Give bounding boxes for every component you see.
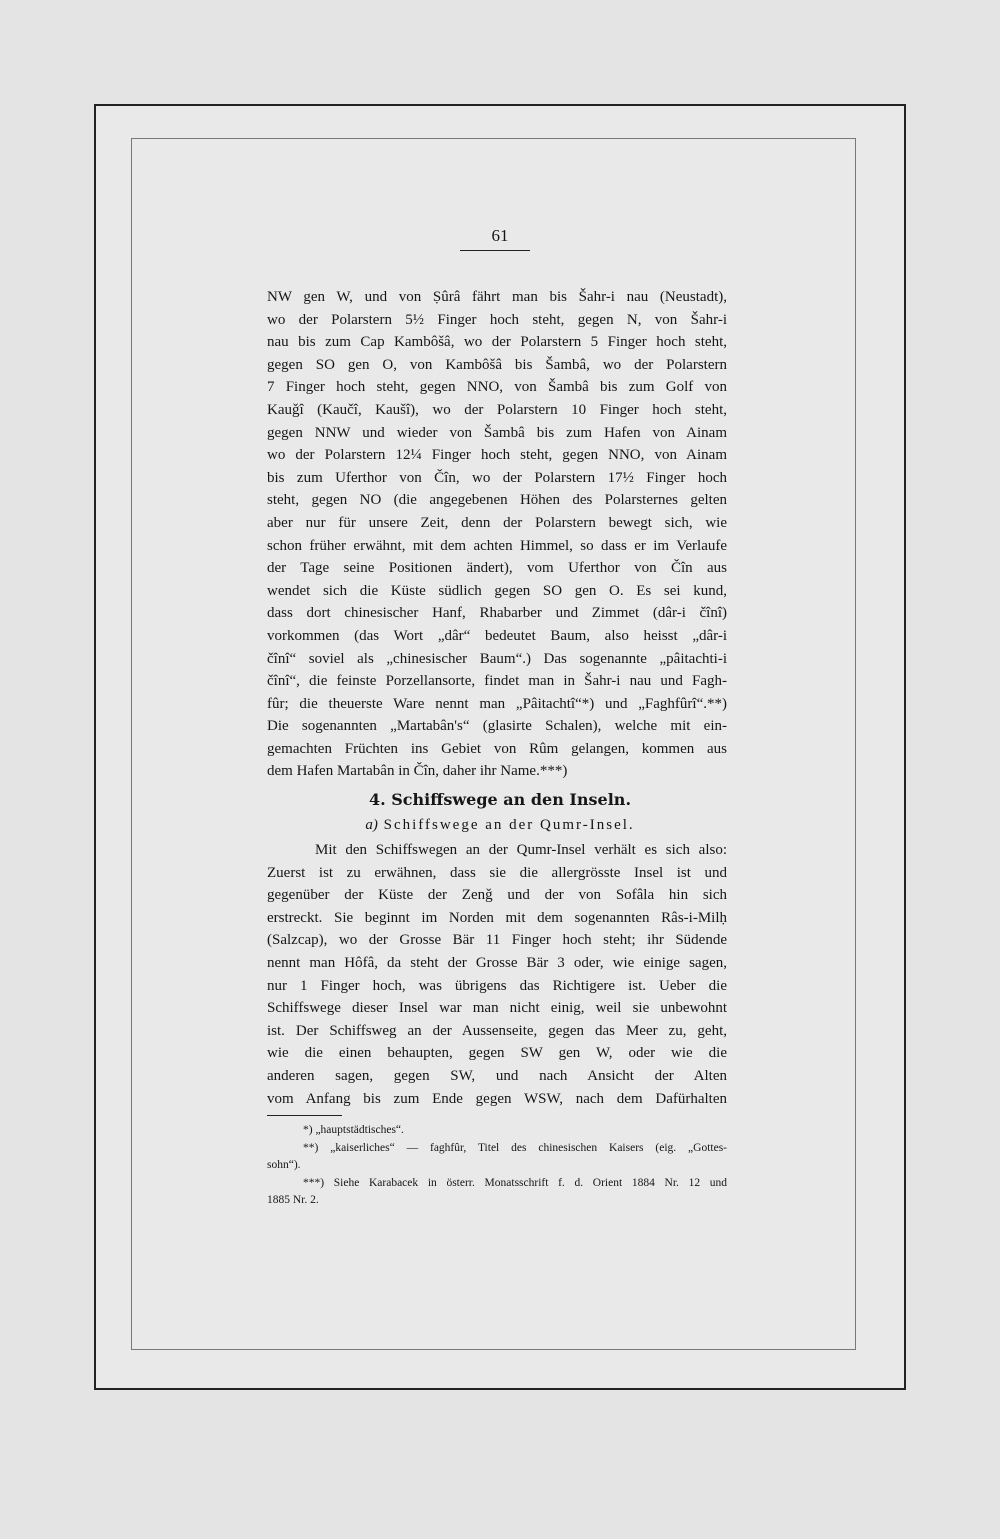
text-line: gegen NNW und wieder von Šambâ bis zum Hafen von Ainam (267, 424, 727, 441)
text-line: wendet sich die Küste südlich gegen SO gen O. Es sei kund, (267, 582, 727, 599)
text-line: erstreckt. Sie beginnt im Norden mit dem sogenannten Râs-i-Milḥ (267, 909, 727, 926)
text-line: aber nur für unsere Zeit, denn der Polarstern bewegt sich, wie (267, 514, 727, 531)
text-line: vom Anfang bis zum Ende gegen WSW, nach dem Dafürhalten (267, 1090, 727, 1107)
subsection-letter: a) (365, 817, 378, 833)
text-line: Kauǧî (Kaučî, Kaušî), wo der Polarstern 10 Finger hoch steht, (267, 401, 727, 418)
text-line: schon früher erwähnt, mit dem achten Himmel, so dass er im Verlaufe (267, 537, 727, 554)
text-line: fûr; die theuerste Ware nennt man „Pâitachtî“*) und „Faghfûrî“.**) (267, 695, 727, 712)
text-line: (Salzcap), wo der Grosse Bär 11 Finger hoch steht; ihr Südende (267, 932, 727, 949)
text-line: wo der Polarstern 12¼ Finger hoch steht, gegen NNO, von Ainam (267, 447, 727, 464)
footnote-line: *) „hauptstädtisches“. (303, 1124, 404, 1136)
text-line: čînî“ soviel als „chinesischer Baum“.) Das sogenannte „pâitachti-i (267, 650, 727, 667)
text-line: Zuerst ist zu erwähnen, dass sie die allergrösste Insel ist und (267, 864, 727, 881)
subsection-heading (0, 817, 1000, 834)
text-line: dass dort chinesischer Hanf, Rhabarber und Zimmet (dâr-i čînî) (267, 605, 727, 622)
text-line: NW gen W, und von Ṣûrâ fährt man bis Šahr-i nau (Neustadt), (267, 289, 727, 305)
body-paragraph-1 (267, 286, 727, 783)
text-line: dem Hafen Martabân in Čîn, daher ihr Name.***) (267, 763, 568, 780)
text-line: wie die einen behaupten, gegen SW gen W, oder wie die (267, 1045, 727, 1062)
body-paragraph-2 (267, 839, 727, 1110)
section-heading: 4. Schiffswege an den Inseln. (368, 790, 632, 809)
text-line: ist. Der Schiffsweg an der Aussenseite, gegen das Meer zu, geht, (267, 1022, 727, 1039)
text-line: nennt man Hôfâ, da steht der Grosse Bär 3 oder, wie einige sagen, (267, 954, 727, 971)
subsection-title: Schiffswege an der Qumr-Insel. (383, 817, 635, 833)
text-line: gemachten Früchten ins Gebiet von Rûm gelangen, kommen aus (267, 740, 727, 757)
page-number: 61 (491, 226, 509, 245)
footnote-line: sohn“). (267, 1159, 301, 1171)
footnote-line: 1885 Nr. 2. (267, 1194, 319, 1206)
text-line: vorkommen (das Wort „dâr“ bedeutet Baum, also heisst „dâr-i (267, 627, 727, 644)
text-line: bis zum Uferthor von Čîn, wo der Polarstern 17½ Finger hoch (267, 469, 727, 486)
text-line: wo der Polarstern 5½ Finger hoch steht, gegen N, von Šahr-i (267, 311, 727, 328)
footnote-line: ***) Siehe Karabacek in österr. Monatsschrift f. d. Orient 1884 Nr. 12 und (303, 1176, 727, 1189)
text-line: Schiffswege dieser Insel war man nicht einig, weil sie unbewohnt (267, 1000, 727, 1017)
text-line: anderen sagen, gegen SW, und nach Ansicht der Alten (267, 1067, 727, 1084)
text-line: Die sogenannten „Martabân's“ (glasirte Schalen), welche mit ein- (267, 718, 727, 735)
text-line: 7 Finger hoch steht, gegen NNO, von Šambâ bis zum Golf von (267, 379, 727, 396)
text-line: Mit den Schiffswegen an der Qumr-Insel verhält es sich also: (315, 842, 727, 858)
footnote-rule (267, 1115, 342, 1116)
footnote-line: **) „kaiserliches“ — faghfûr, Titel des chinesischen Kaisers (eig. „Gottes- (303, 1141, 727, 1154)
text-line: der Tage seine Positionen ändert), vom Uferthor von Čîn aus (267, 560, 727, 577)
text-line: steht, gegen NO (die angegebenen Höhen des Polarsternes gelten (267, 492, 727, 509)
footnotes (267, 1122, 727, 1210)
text-line: gegenüber der Küste der Zenǧ und der von Sofâla hin sich (267, 887, 727, 904)
page-number-rule (460, 250, 530, 251)
text-line: čînî“, die feinste Porzellansorte, findet man in Šahr-i nau und Fagh- (267, 673, 727, 690)
text-line: nau bis zum Cap Kambôšâ, wo der Polarstern 5 Finger hoch steht, (267, 334, 727, 351)
text-line: nur 1 Finger hoch, was übrigens das Richtigere ist. Ueber die (267, 977, 727, 994)
text-line: gegen SO gen O, von Kambôšâ bis Šambâ, wo der Polarstern (267, 356, 727, 373)
